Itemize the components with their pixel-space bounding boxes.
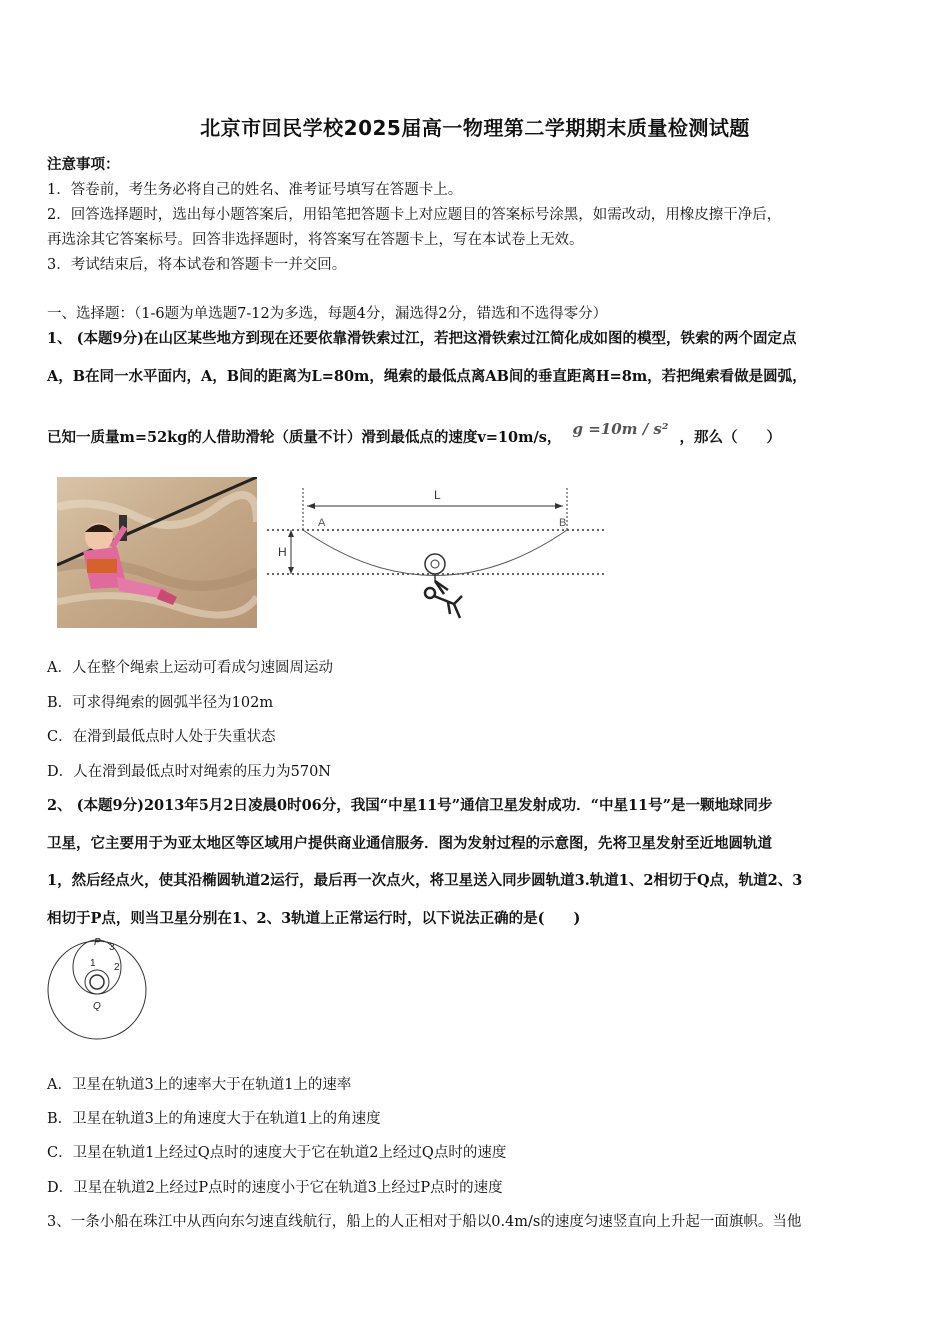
q1-stem-line: A，B在同一水平面内，A，B间的距离为L=80m，绳索的最低点离AB间的垂直距离H=8m，若把绳索看做是圆弧， <box>47 368 807 385</box>
point-p-label: P <box>94 937 101 948</box>
orbit-3-label: 3 <box>109 942 115 953</box>
gravity-formula: g =10m / s² <box>572 420 669 438</box>
notice-item: 1．答卷前，考生务必将自己的姓名、准考证号填写在答题卡上。 <box>47 182 463 198</box>
q1-option-a: A．人在整个绳索上运动可看成匀速圆周运动 <box>47 660 333 676</box>
orbit-2-label: 2 <box>114 962 120 973</box>
q2-option-d: D．卫星在轨道2上经过P点时的速度小于它在轨道3上经过P点时的速度 <box>47 1180 503 1196</box>
hanging-person-icon <box>425 581 462 618</box>
q1-option-b: B．可求得绳索的圆弧半径为102m <box>47 695 274 711</box>
orbit-1-label: 1 <box>90 958 96 969</box>
point-a-label: A <box>318 517 326 529</box>
q2-option-a: A．卫星在轨道3上的速率大于在轨道1上的速率 <box>47 1077 352 1093</box>
point-q-label: Q <box>93 1001 101 1012</box>
rope-arc-diagram <box>262 486 612 626</box>
q2-stem-line: 卫星，它主要用于为亚太地区等区域用户提供商业通信服务．图为发射过程的示意图，先将卫星发射至近地圆轨道 <box>47 835 772 852</box>
point-b-label: B <box>559 517 567 529</box>
notice-item: 2．回答选择题时，选出每小题答案后，用铅笔把答题卡上对应题目的答案标号涂黑，如需改动，用橡皮擦干净后， <box>47 207 782 223</box>
q1-stem-text: 已知一质量m=52kg的人借助滑轮（质量不计）滑到最低点的速度v=10m/s， <box>47 429 562 446</box>
length-label: L <box>434 488 441 502</box>
q3-stem-line: 3、一条小船在珠江中从西向东匀速直线航行，船上的人正相对于船以0.4m/s的速度匀速竖直向上升起一面旗帜。当他 <box>47 1214 802 1230</box>
section-heading: 一、选择题：（1-6题为单选题7-12为多选，每题4分，漏选得2分，错选和不选得零分） <box>47 306 608 322</box>
q2-option-c: C．卫星在轨道1上经过Q点时的速度大于它在轨道2上经过Q点时的速度 <box>47 1145 507 1161</box>
notice-item: 再选涂其它答案标号。回答非选择题时，将答案写在答题卡上，写在本试卷上无效。 <box>47 232 584 248</box>
height-label: H <box>278 545 287 559</box>
q1-stem-line: 1、 (本题9分)在山区某些地方到现在还要依靠滑铁索过江，若把这滑铁索过江简化成如图的模型，铁索的两个固定点 <box>47 330 797 347</box>
zipline-photo <box>57 477 257 628</box>
q2-option-b: B．卫星在轨道3上的角速度大于在轨道1上的角速度 <box>47 1111 381 1127</box>
notice-heading: 注意事项： <box>47 156 120 173</box>
page-title: 北京市回民学校2025届高一物理第二学期期末质量检测试题 <box>200 116 750 140</box>
q1-stem-text: ，那么（ ） <box>679 429 782 446</box>
q2-stem-line: 相切于P点，则当卫星分别在1、2、3轨道上正常运行时，以下说法正确的是( ) <box>47 910 581 927</box>
q2-stem-line: 2、 (本题9分)2013年5月2日凌晨0时06分，我国“中星11号”通信卫星发射成功．“中星11号”是一颗地球同步 <box>47 797 773 814</box>
q1-option-c: C．在滑到最低点时人处于失重状态 <box>47 729 276 745</box>
q2-stem-line: 1，然后经点火，使其沿椭圆轨道2运行，最后再一次点火，将卫星送入同步圆轨道3.轨道1、2相切于Q点，轨道2、3 <box>47 872 803 889</box>
q1-stem-line <box>47 420 782 447</box>
pulley-icon <box>425 554 445 574</box>
orbit-diagram <box>44 934 154 1049</box>
notice-item: 3．考试结束后，将本试卷和答题卡一并交回。 <box>47 257 347 273</box>
q1-option-d: D．人在滑到最低点时对绳索的压力为570N <box>47 764 331 780</box>
